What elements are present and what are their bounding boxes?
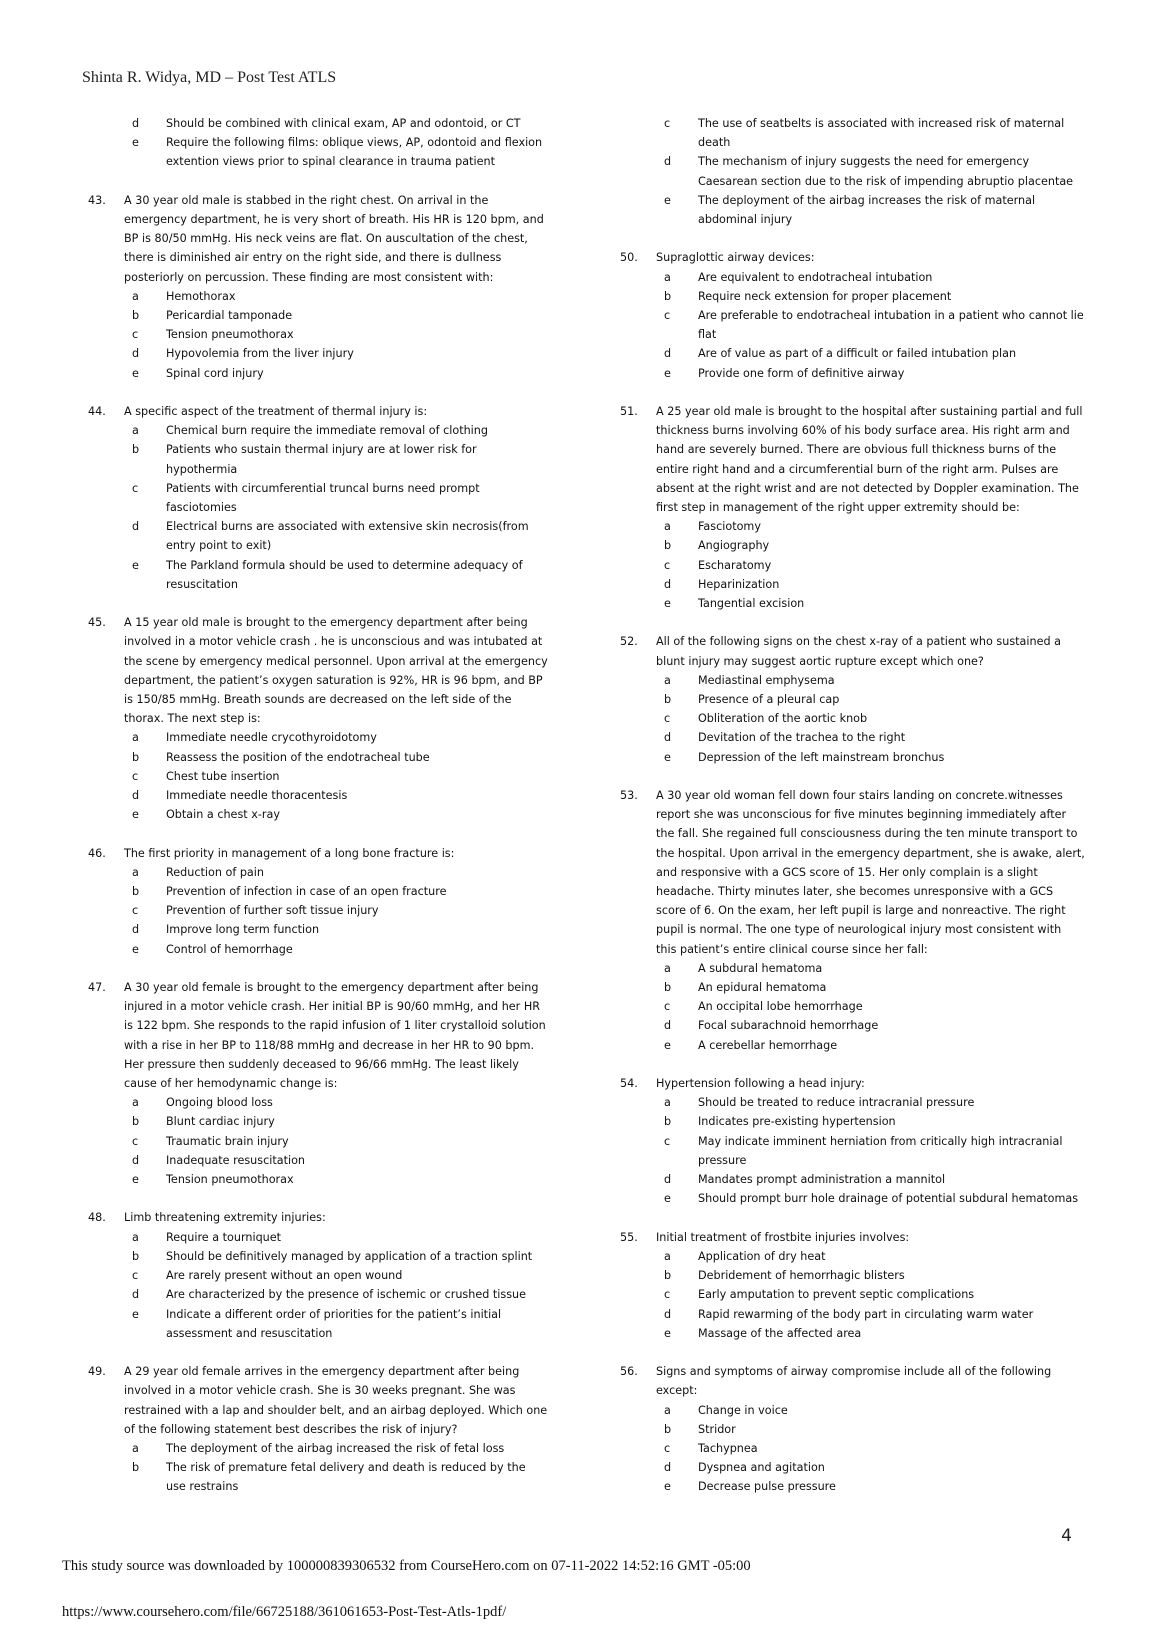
option-text: Are equivalent to endotracheal intubation — [698, 270, 933, 284]
option-text: Tangential excision — [698, 597, 805, 611]
option-item — [620, 978, 1085, 997]
option-letter: b — [132, 1461, 140, 1475]
question-text: Hypertension following a head injury: — [656, 1077, 865, 1091]
option-text: Are rarely present without an open wound — [166, 1269, 403, 1283]
option-text: Dyspnea and agitation — [698, 1461, 825, 1475]
question-number: 47. — [88, 981, 106, 995]
option-item — [620, 268, 1085, 287]
option-item — [620, 748, 1085, 767]
option-item — [620, 959, 1085, 978]
option-text: Angiography — [698, 539, 770, 553]
option-letter: e — [132, 942, 139, 956]
question-spacer — [620, 613, 1085, 632]
option-item — [88, 325, 548, 344]
option-letter: b — [132, 443, 140, 457]
option-item — [620, 517, 1085, 536]
option-item — [88, 1247, 548, 1266]
option-item — [88, 1228, 548, 1247]
option-letter: a — [664, 1403, 671, 1417]
option-item — [620, 1420, 1085, 1439]
option-text: An epidural hematoma — [698, 981, 827, 995]
option-item — [620, 1247, 1085, 1266]
option-text: Rapid rewarming of the body part in circulating warm water — [698, 1307, 1034, 1321]
question-number: 46. — [88, 846, 106, 860]
option-letter: a — [664, 270, 671, 284]
option-text: Tension pneumothorax — [166, 328, 294, 342]
option-letter: d — [664, 1307, 672, 1321]
option-letter: a — [664, 520, 671, 534]
question-54 — [620, 1074, 1085, 1208]
option-item — [88, 1439, 548, 1458]
option-text: Require the following films: oblique views, AP, odontoid and flexion extention views prior to spinal clearance in trauma patient — [166, 136, 543, 169]
option-letter: d — [132, 923, 140, 937]
question-text: A 30 year old male is stabbed in the right chest. On arrival in the emergency department, he is very short of breath. His HR is 120 bpm, and BP is 80/50 mmHg. His neck veins are flat. On auscultation of the chest, there is diminished air entry on the right side, and there is dullness posteriorly on percussion. These finding are most consistent with: — [124, 193, 544, 284]
option-text: Early amputation to prevent septic complications — [698, 1288, 975, 1302]
option-item — [88, 805, 548, 824]
option-text: Improve long term function — [166, 923, 320, 937]
question-text: A 30 year old woman fell down four stairs landing on concrete.witnesses report she was unconscious for five minutes beginning immediately after the fall. She regained full consciousness during the ten minute transport to the hospital. Upon arrival in the emergency department, she is awake, alert, and responsive with a GCS score of 15. Her only complain is a slight headache. Thirty minutes later, she becomes unresponsive with a GCS score of 6. On the exam, her left pupil is large and nonreactive. The right pupil is normal. The one type of neurological injury most consistent with this patient’s entire clinical course since her fall: — [656, 789, 1085, 956]
option-item — [88, 1305, 548, 1343]
question-stem — [88, 1208, 548, 1227]
option-letter: e — [664, 366, 671, 380]
option-letter: e — [664, 1038, 671, 1052]
option-text: An occipital lobe hemorrhage — [698, 1000, 863, 1014]
option-item — [620, 364, 1085, 383]
option-item — [620, 1036, 1085, 1055]
question-number: 54. — [620, 1077, 638, 1091]
option-item — [620, 1170, 1085, 1189]
option-item — [88, 421, 548, 440]
option-item — [620, 1439, 1085, 1458]
question-48 — [88, 1208, 548, 1342]
option-text: Should prompt burr hole drainage of potential subdural hematomas — [698, 1192, 1079, 1206]
option-item — [88, 1112, 548, 1131]
option-item — [620, 152, 1085, 190]
option-text: Debridement of hemorrhagic blisters — [698, 1269, 905, 1283]
option-letter: c — [132, 481, 139, 495]
question-number: 50. — [620, 251, 638, 265]
question-stem — [620, 632, 1085, 670]
question-number: 52. — [620, 635, 638, 649]
question-text: All of the following signs on the chest x-ray of a patient who sustained a blunt injury may suggest aortic rupture except which one? — [656, 635, 1061, 668]
option-letter: d — [664, 347, 672, 361]
option-item — [88, 114, 548, 133]
option-item — [620, 594, 1085, 613]
option-text: Prevention of infection in case of an open fracture — [166, 885, 447, 899]
option-letter: b — [132, 885, 140, 899]
option-text: Traumatic brain injury — [166, 1134, 289, 1148]
question-number: 55. — [620, 1230, 638, 1244]
option-text: Reassess the position of the endotracheal tube — [166, 750, 430, 764]
option-text: Indicate a different order of priorities for the patient’s initial assessment and resuscitation — [166, 1307, 502, 1340]
question-spacer — [620, 767, 1085, 786]
option-text: Patients who sustain thermal injury are at lower risk for hypothermia — [166, 443, 477, 476]
option-text: The use of seatbelts is associated with increased risk of maternal death — [698, 117, 1065, 150]
option-letter: c — [664, 1000, 671, 1014]
option-item — [88, 1458, 548, 1496]
option-text: Should be treated to reduce intracranial pressure — [698, 1096, 975, 1110]
option-text: Heparinization — [698, 577, 780, 591]
question-number: 43. — [88, 193, 106, 207]
page-number: 4 — [1061, 1526, 1072, 1546]
footer-source-line: This study source was downloaded by 100000839306532 from CourseHero.com on 07-11-2022 14:52:16 GMT -05:00 — [62, 1558, 751, 1574]
question-49 — [88, 1362, 548, 1496]
question-stem — [620, 786, 1085, 959]
option-text: Tension pneumothorax — [166, 1173, 294, 1187]
option-letter: e — [132, 558, 139, 572]
footer-url[interactable]: https://www.coursehero.com/file/66725188/361061653-Post-Test-Atls-1pdf/ — [62, 1604, 507, 1620]
question-text: A 30 year old female is brought to the emergency department after being injured in a motor vehicle crash. Her initial BP is 90/60 mmHg, and her HR is 122 bpm. She responds to the rapid infusion of 1 liter crystalloid solution with a rise in her BP to 118/88 mmHg and decrease in her HR to 90 bpm. Her pressure then suddenly deceased to 96/66 mmHg. The least likely cause of her hemodynamic change is: — [124, 981, 546, 1091]
option-text: Indicates pre-existing hypertension — [698, 1115, 896, 1129]
option-text: The risk of premature fetal delivery and death is reduced by the use restrains — [166, 1461, 526, 1494]
option-letter: a — [132, 1096, 139, 1110]
option-text: Ongoing blood loss — [166, 1096, 273, 1110]
option-text: Focal subarachnoid hemorrhage — [698, 1019, 879, 1033]
option-item — [88, 901, 548, 920]
option-letter: a — [132, 731, 139, 745]
option-letter: c — [664, 1288, 671, 1302]
option-item — [620, 114, 1085, 152]
option-letter: d — [132, 1288, 140, 1302]
question-stem — [620, 1362, 1085, 1400]
option-text: Tachypnea — [698, 1441, 758, 1455]
question-45 — [88, 613, 548, 824]
option-text: The Parkland formula should be used to determine adequacy of resuscitation — [166, 558, 523, 591]
option-letter: c — [664, 1134, 671, 1148]
option-letter: d — [132, 1153, 140, 1167]
option-text: Application of dry heat — [698, 1249, 826, 1263]
option-letter: a — [132, 424, 139, 438]
right-column — [620, 114, 1085, 1497]
option-item — [88, 786, 548, 805]
page-header: Shinta R. Widya, MD – Post Test ATLS — [82, 69, 337, 86]
option-text: Provide one form of definitive airway — [698, 366, 905, 380]
option-letter: e — [664, 1192, 671, 1206]
option-letter: a — [132, 865, 139, 879]
question-spacer — [88, 1343, 548, 1362]
option-item — [88, 440, 548, 478]
option-text: Decrease pulse pressure — [698, 1480, 836, 1494]
option-text: Presence of a pleural cap — [698, 693, 840, 707]
option-text: Require neck extension for proper placement — [698, 289, 952, 303]
option-text: Chemical burn require the immediate removal of clothing — [166, 424, 488, 438]
option-item — [620, 1324, 1085, 1343]
option-letter: b — [664, 1269, 672, 1283]
option-text: Require a tourniquet — [166, 1230, 282, 1244]
option-text: Inadequate resuscitation — [166, 1153, 306, 1167]
question-spacer — [620, 1055, 1085, 1074]
option-item — [620, 1285, 1085, 1304]
option-item — [88, 767, 548, 786]
option-text: Control of hemorrhage — [166, 942, 293, 956]
option-item — [620, 306, 1085, 344]
option-text: Immediate needle thoracentesis — [166, 789, 348, 803]
question-text: A 29 year old female arrives in the emergency department after being involved in a motor vehicle crash. She is 30 weeks pregnant. She was restrained with a lap and shoulder belt, and an airbag deployed. Which one of the following statement best describes the risk of injury? — [124, 1365, 548, 1436]
question-stem — [88, 613, 548, 728]
option-letter: c — [664, 309, 671, 323]
option-letter: c — [132, 1269, 139, 1283]
option-text: Pericardial tamponade — [166, 309, 293, 323]
option-item — [88, 863, 548, 882]
option-letter: b — [132, 309, 140, 323]
option-text: Depression of the left mainstream bronchus — [698, 750, 945, 764]
option-text: Change in voice — [698, 1403, 788, 1417]
option-item — [620, 1458, 1085, 1477]
option-letter: b — [664, 1422, 672, 1436]
option-letter: b — [132, 1249, 140, 1263]
option-text: Stridor — [698, 1422, 736, 1436]
option-text: Electrical burns are associated with extensive skin necrosis(from entry point to exit) — [166, 520, 529, 553]
option-item — [88, 306, 548, 325]
option-item — [88, 556, 548, 594]
question-spacer — [88, 383, 548, 402]
option-text: Obliteration of the aortic knob — [698, 712, 868, 726]
question-text: The first priority in management of a long bone fracture is: — [124, 846, 455, 860]
option-item — [620, 1093, 1085, 1112]
option-letter: b — [132, 750, 140, 764]
option-text: Hypovolemia from the liver injury — [166, 347, 354, 361]
option-letter: a — [664, 673, 671, 687]
question-number: 49. — [88, 1365, 106, 1379]
option-item — [88, 882, 548, 901]
question-number: 56. — [620, 1365, 638, 1379]
option-text: The mechanism of injury suggests the need for emergency Caesarean section due to the risk of impending abruptio placentae — [698, 155, 1074, 188]
option-item — [620, 1477, 1085, 1496]
option-letter: e — [664, 193, 671, 207]
option-item — [88, 133, 548, 171]
question-spacer — [88, 824, 548, 843]
option-letter: c — [664, 117, 671, 130]
question-stem — [88, 844, 548, 863]
option-text: Obtain a chest x-ray — [166, 808, 280, 822]
option-letter: d — [664, 1173, 672, 1187]
option-letter: d — [132, 789, 140, 803]
option-letter: b — [664, 289, 672, 303]
question-51 — [620, 402, 1085, 613]
option-letter: e — [132, 1173, 139, 1187]
option-letter: b — [664, 981, 672, 995]
question-spacer — [88, 172, 548, 191]
option-letter: c — [132, 769, 139, 783]
question-stem — [88, 1362, 548, 1439]
question-stem — [88, 191, 548, 287]
option-item — [88, 1170, 548, 1189]
option-letter: e — [132, 366, 139, 380]
option-text: Are preferable to endotracheal intubation in a patient who cannot lie flat — [698, 309, 1084, 342]
option-letter: c — [664, 558, 671, 572]
option-item — [620, 1016, 1085, 1035]
option-letter: b — [664, 1115, 672, 1129]
option-letter: c — [664, 1441, 671, 1455]
option-letter: d — [664, 1461, 672, 1475]
option-text: Mediastinal emphysema — [698, 673, 835, 687]
option-text: Blunt cardiac injury — [166, 1115, 275, 1129]
option-letter: d — [132, 117, 140, 130]
option-item — [620, 556, 1085, 575]
option-letter: e — [132, 136, 139, 150]
option-letter: e — [132, 1307, 139, 1321]
option-text: Prevention of further soft tissue injury — [166, 904, 379, 918]
question-spacer — [620, 1343, 1085, 1362]
option-text: Are of value as part of a difficult or failed intubation plan — [698, 347, 1017, 361]
option-item — [88, 1151, 548, 1170]
option-letter: e — [664, 597, 671, 611]
option-letter: a — [664, 1096, 671, 1110]
option-text: Spinal cord injury — [166, 366, 264, 380]
question-spacer — [88, 1189, 548, 1208]
question-stem — [88, 978, 548, 1093]
option-item — [88, 479, 548, 517]
option-letter: d — [132, 347, 140, 361]
option-item — [88, 344, 548, 363]
question-56 — [620, 1362, 1085, 1496]
option-text: Should be definitively managed by application of a traction splint — [166, 1249, 533, 1263]
question-52 — [620, 632, 1085, 766]
option-letter: a — [664, 961, 671, 975]
option-letter: d — [664, 155, 672, 169]
option-item — [620, 1305, 1085, 1324]
question-spacer — [88, 959, 548, 978]
option-text: The deployment of the airbag increased the risk of fetal loss — [166, 1441, 505, 1455]
option-letter: e — [664, 1480, 671, 1494]
option-item — [88, 517, 548, 555]
option-text: May indicate imminent herniation from critically high intracranial pressure — [698, 1134, 1063, 1167]
option-text: Hemothorax — [166, 289, 236, 303]
option-item — [88, 748, 548, 767]
option-item — [620, 536, 1085, 555]
option-text: Should be combined with clinical exam, AP and odontoid, or CT — [166, 117, 521, 130]
question-stem — [620, 1074, 1085, 1093]
question-53 — [620, 786, 1085, 1055]
question-text: A 15 year old male is brought to the emergency department after being involved in a motor vehicle crash . he is unconscious and was intubated at the scene by emergency medical personnel. Upon arrival at the emergency department, the patient’s oxygen saturation is 92%, HR is 96 bpm, and BP is 150/85 mmHg. Breath sounds are decreased on the left side of the thorax. The next step is: — [124, 616, 548, 726]
option-text: Mandates prompt administration a mannitol — [698, 1173, 946, 1187]
option-item — [620, 575, 1085, 594]
option-item — [88, 920, 548, 939]
question-stem — [620, 248, 1085, 267]
option-letter: c — [132, 328, 139, 342]
option-letter: e — [664, 750, 671, 764]
question-text: Supraglottic airway devices: — [656, 251, 815, 265]
option-item — [88, 1266, 548, 1285]
option-text: Are characterized by the presence of ischemic or crushed tissue — [166, 1288, 527, 1302]
question-stem — [88, 402, 548, 421]
option-item — [88, 1093, 548, 1112]
option-text: Reduction of pain — [166, 865, 264, 879]
question-number: 53. — [620, 789, 638, 803]
option-letter: a — [132, 1441, 139, 1455]
option-item — [88, 1285, 548, 1304]
option-item — [620, 709, 1085, 728]
option-text: Immediate needle crycothyroidotomy — [166, 731, 377, 745]
option-item — [88, 287, 548, 306]
option-text: Chest tube insertion — [166, 769, 280, 783]
question-47 — [88, 978, 548, 1189]
option-letter: a — [132, 289, 139, 303]
question-number: 51. — [620, 405, 638, 419]
option-letter: c — [132, 904, 139, 918]
option-text: The deployment of the airbag increases the risk of maternal abdominal injury — [698, 193, 1036, 227]
option-item — [620, 997, 1085, 1016]
question-43 — [88, 191, 548, 383]
option-item — [620, 191, 1085, 229]
option-letter: d — [132, 520, 140, 534]
option-letter: b — [664, 693, 672, 707]
option-item — [88, 1132, 548, 1151]
option-item — [620, 671, 1085, 690]
question-text: A specific aspect of the treatment of thermal injury is: — [124, 405, 428, 419]
option-letter: d — [664, 1019, 672, 1033]
option-item — [620, 1112, 1085, 1131]
question-text: Limb threatening extremity injuries: — [124, 1211, 326, 1225]
option-text: Devitation of the trachea to the right — [698, 731, 906, 745]
question-text: A 25 year old male is brought to the hospital after sustaining partial and full thickness burns involving 60% of his body surface area. His right arm and hand are severely burned. There are obvious full thickness burns of the entire right hand and a circumferential burn of the right arm. Pulses are absent at the right wrist and are not detected by Doppler examination. The first step in management of the right upper extremity should be: — [656, 405, 1083, 515]
left-column — [88, 114, 548, 1497]
option-letter: b — [664, 539, 672, 553]
question-spacer — [88, 594, 548, 613]
option-item — [620, 1189, 1085, 1208]
question-text: Initial treatment of frostbite injuries involves: — [656, 1230, 910, 1244]
option-item — [88, 940, 548, 959]
option-item — [88, 728, 548, 747]
question-number: 44. — [88, 405, 106, 419]
option-letter: d — [664, 731, 672, 745]
question-stem — [620, 402, 1085, 517]
option-item — [620, 690, 1085, 709]
option-letter: b — [132, 1115, 140, 1129]
option-letter: d — [664, 577, 672, 591]
option-letter: c — [664, 712, 671, 726]
option-text: A cerebellar hemorrhage — [698, 1038, 838, 1052]
question-stem — [620, 1228, 1085, 1247]
option-text: Massage of the affected area — [698, 1326, 862, 1340]
option-item — [620, 1132, 1085, 1170]
question-spacer — [620, 383, 1085, 402]
option-item — [620, 728, 1085, 747]
question-number: 48. — [88, 1211, 106, 1225]
option-item — [620, 1266, 1085, 1285]
option-item — [620, 1401, 1085, 1420]
question-50 — [620, 248, 1085, 382]
option-text: A subdural hematoma — [698, 961, 823, 975]
option-letter: e — [132, 808, 139, 822]
question-spacer — [620, 1209, 1085, 1228]
option-letter: e — [664, 1326, 671, 1340]
question-46 — [88, 844, 548, 959]
option-letter: a — [664, 1249, 671, 1263]
option-item — [620, 344, 1085, 363]
question-number: 45. — [88, 616, 106, 630]
question-44 — [88, 402, 548, 594]
option-letter: c — [132, 1134, 139, 1148]
option-item — [88, 364, 548, 383]
option-letter: a — [132, 1230, 139, 1244]
question-spacer — [620, 229, 1085, 248]
question-55 — [620, 1228, 1085, 1343]
option-text: Fasciotomy — [698, 520, 761, 534]
option-text: Escharatomy — [698, 558, 772, 572]
option-item — [620, 287, 1085, 306]
option-text: Patients with circumferential truncal burns need prompt fasciotomies — [166, 481, 480, 515]
question-text: Signs and symptoms of airway compromise include all of the following except: — [656, 1365, 1052, 1398]
